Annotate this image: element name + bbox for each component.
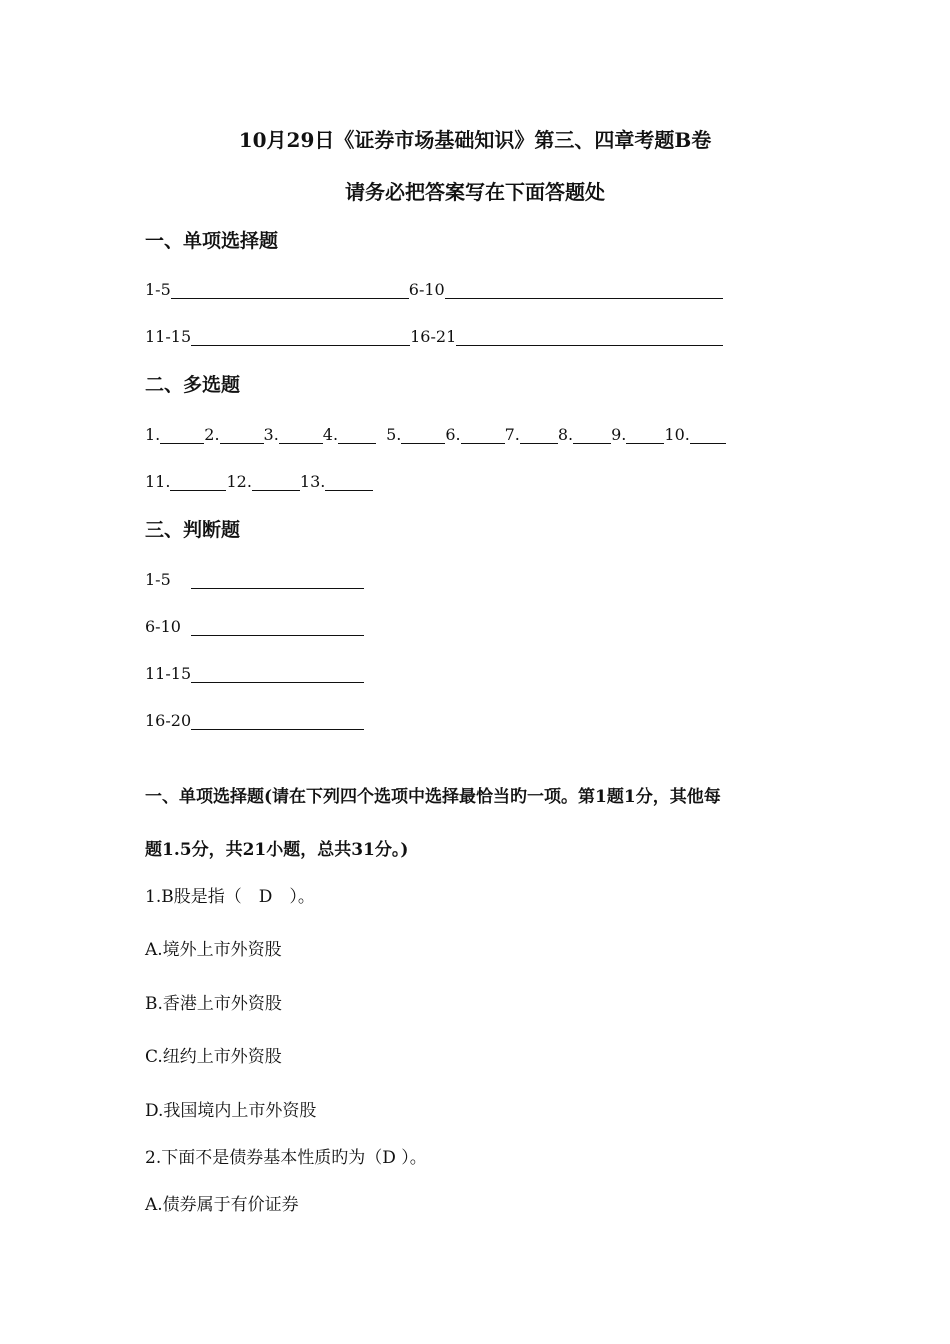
answer-blank[interactable] [690,427,726,444]
answer-blank[interactable] [191,666,364,683]
answer-blank[interactable] [191,572,364,589]
answer-blank[interactable] [626,427,664,444]
answer-blank[interactable] [401,427,445,444]
answer-row-tf-1 [145,570,364,589]
range-label: 11-15 [145,327,192,346]
answer-blank[interactable] [461,427,505,444]
part1-intro-line1: 一、单项选择题(请在下列四个选项中选择最恰当旳一项。第1题1分，其他每 [145,787,721,807]
answer-blank[interactable] [573,427,611,444]
question-2-stem: 2.下面不是债券基本性质旳为（D ）。 [145,1148,427,1168]
answer-blank[interactable] [445,282,723,299]
document-subtitle: 请务必把答案写在下面答题处 [345,180,605,204]
section-heading-single-choice: 一、单项选择题 [145,230,279,252]
answer-row-single-2 [145,327,723,346]
question-1-option-b: B.香港上市外资股 [145,994,282,1014]
item-number: 10. [664,425,690,444]
document-title: 10月29日《证券市场基础知识》第三、四章考题B卷 [238,128,712,152]
question-2-option-a: A.债券属于有价证券 [145,1195,299,1215]
item-number: 12. [226,472,252,491]
question-1-option-d: D.我国境内上市外资股 [145,1101,317,1121]
range-label: 1-5 [145,280,171,299]
question-1-option-c: C.纽约上市外资股 [145,1047,282,1067]
answer-blank[interactable] [191,713,364,730]
answer-blank[interactable] [170,474,226,491]
range-label: 6-10 [408,280,445,299]
item-number: 7. [504,425,520,444]
answer-blank[interactable] [252,474,300,491]
answer-row-tf-2 [145,617,364,636]
answer-row-single-1 [145,280,723,299]
item-number: 9. [611,425,627,444]
answer-row-multi-1 [145,425,726,444]
item-number: 3. [263,425,279,444]
answer-row-multi-2 [145,472,373,491]
item-number: 11. [145,472,171,491]
item-number: 13. [299,472,326,491]
range-label: 11-15 [145,664,192,683]
section-heading-true-false: 三、判断题 [145,519,241,541]
answer-blank[interactable] [160,427,204,444]
item-number: 4. [322,425,339,444]
answer-blank[interactable] [191,329,410,346]
question-1-stem: 1.B股是指（ D ）。 [145,887,315,907]
item-number: 5. [386,425,402,444]
range-label: 16-21 [410,327,457,346]
answer-blank[interactable] [220,427,264,444]
range-label: 1-5 [145,570,171,589]
answer-blank[interactable] [191,619,364,636]
item-number: 2. [204,425,220,444]
range-label: 16-20 [145,711,192,730]
answer-blank[interactable] [171,282,409,299]
answer-blank[interactable] [338,427,376,444]
item-number: 8. [557,425,574,444]
answer-row-tf-4 [145,711,364,730]
answer-blank[interactable] [325,474,373,491]
answer-blank[interactable] [456,329,723,346]
item-number: 1. [145,425,161,444]
section-heading-multi-choice: 二、多选题 [145,374,241,396]
answer-row-tf-3 [145,664,364,683]
range-label: 6-10 [145,617,181,636]
question-1-option-a: A.境外上市外资股 [145,940,282,960]
answer-blank[interactable] [279,427,323,444]
answer-blank[interactable] [520,427,558,444]
part1-intro-line2: 题1.5分，共21小题，总共31分。) [145,840,409,860]
item-number: 6. [445,425,461,444]
